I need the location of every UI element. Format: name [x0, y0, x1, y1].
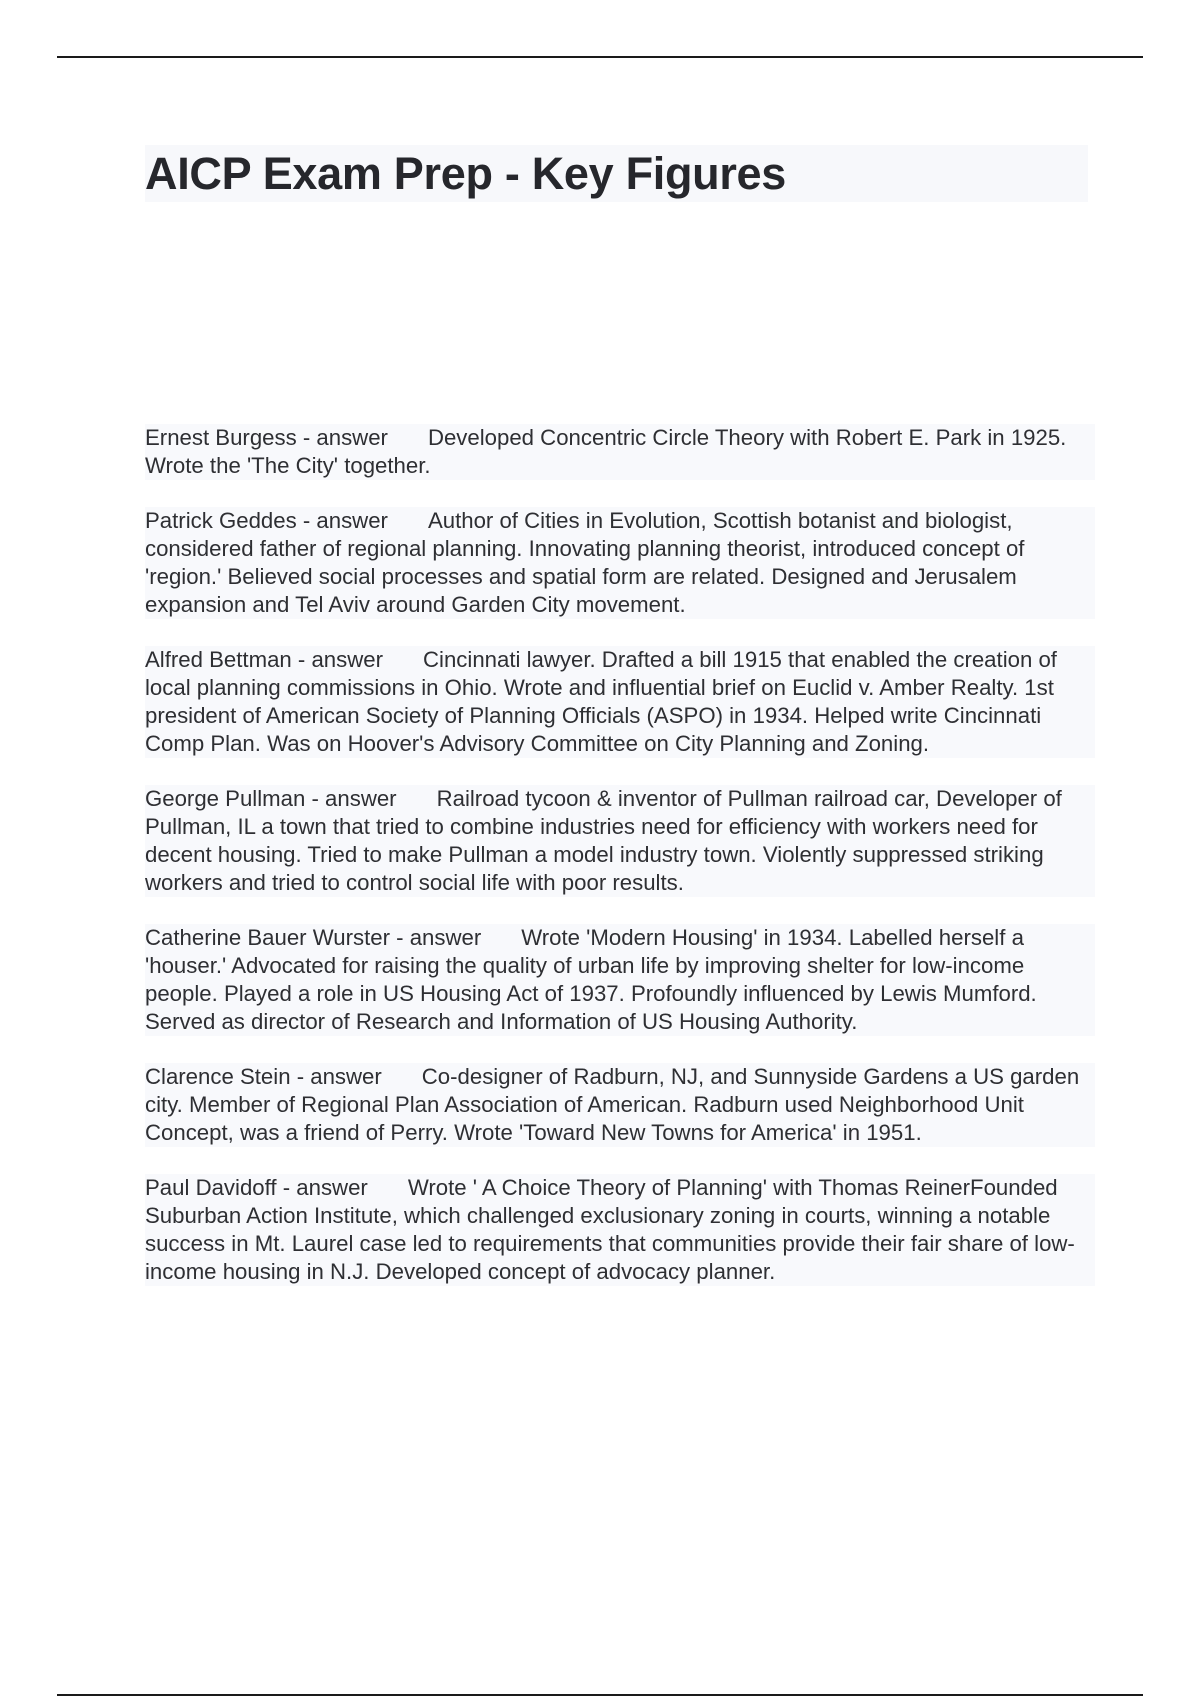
- entry: [145, 924, 1095, 1036]
- top-rule: [57, 56, 1143, 58]
- entry-definition: Developed Concentric Circle Theory with Robert E. Park in 1925. Wrote the 'The City' together.: [145, 425, 1067, 478]
- entry-definition: Co-designer of Radburn, NJ, and Sunnyside Gardens a US garden city. Member of Regional Plan Association of American. Radburn used Neighborhood Unit Concept, was a friend of Perry. Wrote 'Toward New Towns for America' in 1951.: [145, 1064, 1080, 1145]
- entry: [145, 424, 1095, 480]
- entry-definition: Wrote 'Modern Housing' in 1934. Labelled herself a 'houser.' Advocated for raising the quality of urban life by improving shelter for low-income people. Played a role in US Housing Act of 1937. Profoundly influenced by Lewis Mumford. Served as director of Research and Information of US Housing Authority.: [145, 925, 1037, 1034]
- entry-definition: Railroad tycoon & inventor of Pullman railroad car, Developer of Pullman, IL a town that tried to combine industries need for efficiency with workers need for decent housing. Tried to make Pullman a model industry town. Violently suppressed striking workers and tried to control social life with poor results.: [145, 786, 1062, 895]
- bottom-rule: [57, 1694, 1143, 1696]
- entry-term: Catherine Bauer Wurster - answer: [145, 925, 482, 950]
- title-block: [145, 145, 1088, 202]
- entry: [145, 507, 1095, 619]
- entry: [145, 1063, 1095, 1147]
- entry-term: George Pullman - answer: [145, 786, 397, 811]
- entry-term: Alfred Bettman - answer: [145, 647, 383, 672]
- entry: [145, 785, 1095, 897]
- entry-list: [145, 424, 1095, 1313]
- entry: [145, 646, 1095, 758]
- entry-term: Paul Davidoff - answer: [145, 1175, 368, 1200]
- entry-definition: Wrote ' A Choice Theory of Planning' with Thomas ReinerFounded Suburban Action Institute, which challenged exclusionary zoning in courts, winning a notable success in Mt. Laurel case led to requirements that communities provide their fair share of low-income housing in N.J. Developed concept of advocacy planner.: [145, 1175, 1075, 1284]
- entry-term: Ernest Burgess - answer: [145, 425, 388, 450]
- entry-term: Clarence Stein - answer: [145, 1064, 382, 1089]
- entry: [145, 1174, 1095, 1286]
- entry-definition: Author of Cities in Evolution, Scottish botanist and biologist, considered father of regional planning. Innovating planning theorist, introduced concept of 'region.' Believed social processes and spatial form are related. Designed and Jerusalem expansion and Tel Aviv around Garden City movement.: [145, 508, 1025, 617]
- entry-definition: Cincinnati lawyer. Drafted a bill 1915 that enabled the creation of local planning commissions in Ohio. Wrote and influential brief on Euclid v. Amber Realty. 1st president of American Society of Planning Officials (ASPO) in 1934. Helped write Cincinnati Comp Plan. Was on Hoover's Advisory Committee on City Planning and Zoning.: [145, 647, 1057, 756]
- entry-term: Patrick Geddes - answer: [145, 508, 388, 533]
- page-title: AICP Exam Prep - Key Figures: [145, 148, 787, 199]
